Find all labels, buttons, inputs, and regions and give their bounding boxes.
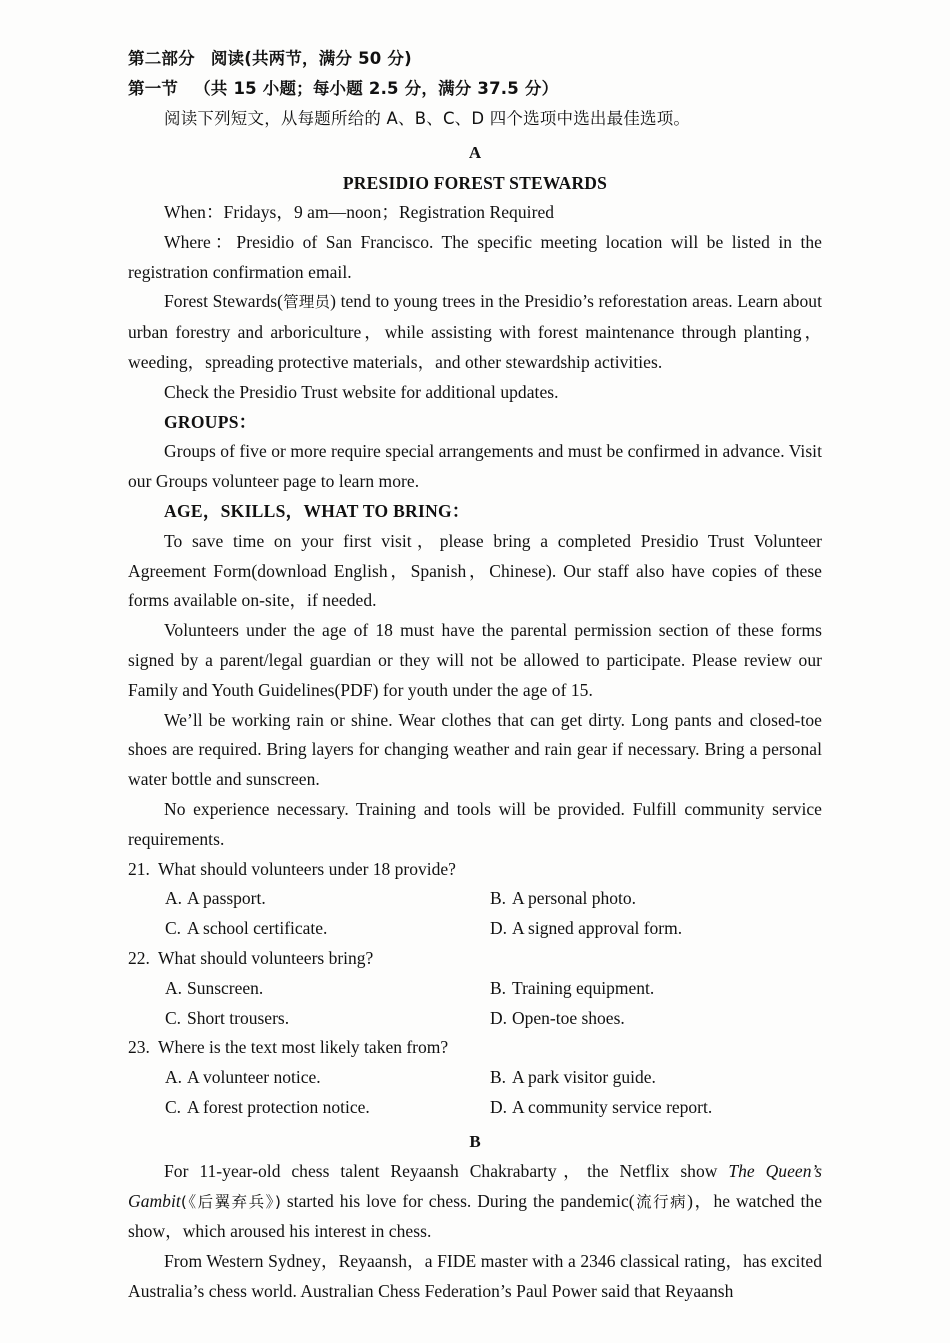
part-heading bbox=[128, 44, 822, 74]
when-label: When： bbox=[164, 202, 224, 222]
option-letter: C. bbox=[165, 918, 182, 939]
forest-stewards-rest: ) tend to young trees in the Presidio’s reforestation areas. Learn about urban forestry and arboriculture，while assisting with forest maintenance through planting，weeding，spreading protective materials，and other stewardship activities. bbox=[128, 291, 822, 372]
section-label: 第一节 bbox=[128, 79, 179, 98]
option-text: A community service report. bbox=[512, 1096, 713, 1117]
option-letter: D. bbox=[490, 918, 508, 939]
passage-a-paragraph-7: No experience necessary. Training and tools will be provided. Fulfill community service requirements. bbox=[128, 798, 822, 849]
question-22-text: What should volunteers bring? bbox=[158, 947, 374, 968]
option-text: A personal photo. bbox=[512, 888, 636, 909]
where-value: Presidio of San Francisco. The specific meeting location will be listed in the registration confirmation email. bbox=[128, 231, 822, 282]
gloss-manager: 管理员 bbox=[283, 293, 331, 312]
question-23-option-a[interactable] bbox=[165, 1063, 321, 1093]
page-content bbox=[128, 44, 822, 1307]
passage-a-paragraph-6: We’ll be working rain or shine. Wear clothes that can get dirty. Long pants and closed-toe shoes are required. Bring layers for changing weather and rain gear if necessary. Bring a personal water bottle and sunscreen. bbox=[128, 709, 822, 790]
option-letter: B. bbox=[490, 888, 507, 909]
passage-a-paragraph-5: Volunteers under the age of 18 must have the parental permission section of these forms signed by a parent/legal guardian or they will not be allowed to participate. Please review our Family and Youth Guidelines(PDF) for youth under the age of 15. bbox=[128, 620, 822, 700]
passage-a-where-line bbox=[128, 228, 822, 288]
option-letter: D. bbox=[490, 1096, 508, 1117]
passage-a-paragraph-2: Check the Presidio Trust website for additional updates. bbox=[164, 381, 559, 402]
passage-b-marker: B bbox=[469, 1131, 481, 1151]
passage-b-paragraph-2: From Western Sydney，Reyaansh，a FIDE master with a 2346 classical rating，has excited Australia’s chess world. Australian Chess Federation’s Paul Power said that Reyaansh bbox=[128, 1251, 822, 1301]
passage-a-paragraph-1 bbox=[128, 287, 822, 377]
option-letter: C. bbox=[165, 1007, 182, 1028]
question-22-option-b[interactable] bbox=[490, 974, 654, 1004]
question-22-options-row-1 bbox=[128, 974, 822, 1004]
option-letter: B. bbox=[490, 1067, 507, 1088]
question-23-options-row-2 bbox=[128, 1093, 822, 1123]
passage-b-tail: )，he watched the show，which aroused his interest in chess. bbox=[128, 1190, 823, 1242]
section-title: （共 15 小题；每小题 2.5 分，满分 37.5 分） bbox=[194, 79, 559, 98]
option-text: A forest protection notice. bbox=[187, 1096, 370, 1117]
option-letter: D. bbox=[490, 1007, 508, 1028]
age-skills-heading-text: AGE，SKILLS，WHAT TO BRING： bbox=[164, 500, 470, 521]
question-21-text: What should volunteers under 18 provide? bbox=[158, 858, 456, 879]
option-letter: B. bbox=[490, 977, 507, 998]
question-23-option-b[interactable] bbox=[490, 1063, 656, 1093]
passage-a-marker: A bbox=[468, 143, 482, 162]
option-letter: A. bbox=[165, 888, 183, 909]
question-21-option-b[interactable] bbox=[490, 884, 636, 914]
question-21-options-row-2 bbox=[128, 914, 822, 944]
question-21-stem bbox=[128, 855, 822, 885]
passage-b-mid: started his love for chess. During the pandemic( bbox=[280, 1190, 635, 1211]
question-23-stem bbox=[128, 1033, 822, 1063]
question-23 bbox=[128, 1033, 822, 1122]
option-text: A signed approval form. bbox=[512, 918, 683, 939]
passage-b-lead: For 11-year-old chess talent Reyaansh Chakrabarty，the Netflix show bbox=[164, 1160, 729, 1181]
question-22-option-a[interactable] bbox=[165, 974, 263, 1004]
question-21-options-row-1 bbox=[128, 884, 822, 914]
question-23-number: 23. bbox=[128, 1037, 150, 1058]
question-21-number: 21. bbox=[128, 858, 150, 879]
option-text: Training equipment. bbox=[512, 977, 655, 998]
option-text: A passport. bbox=[187, 888, 266, 909]
question-21-option-a[interactable] bbox=[165, 884, 266, 914]
groups-heading bbox=[128, 408, 822, 438]
part-label: 第二部分 bbox=[128, 49, 195, 68]
question-21-option-c[interactable] bbox=[165, 914, 327, 944]
when-value: Fridays，9 am—noon；Registration Required bbox=[223, 202, 555, 222]
option-text: A volunteer notice. bbox=[187, 1067, 321, 1088]
question-22-options-row-2 bbox=[128, 1004, 822, 1034]
option-text: A park visitor guide. bbox=[512, 1067, 656, 1088]
passage-a-paragraph-3: Groups of five or more require special arrangements and must be confirmed in advance. Visit our Groups volunteer page to learn more. bbox=[128, 441, 822, 492]
option-text: A school certificate. bbox=[187, 918, 328, 939]
show-title-chinese: (《后翼弃兵》) bbox=[180, 1192, 281, 1211]
option-letter: A. bbox=[165, 1067, 183, 1088]
option-text: Open-toe shoes. bbox=[512, 1007, 625, 1028]
option-text: Short trousers. bbox=[187, 1007, 290, 1028]
forest-stewards-lead: Forest Stewards( bbox=[164, 291, 284, 312]
question-22-option-d[interactable] bbox=[490, 1004, 625, 1034]
passage-a-paragraph-4: To save time on your first visit，please bring a completed Presidio Trust Volunteer Agreement Form(download English，Spanish，Chinese). Our staff also have copies of these forms available on-site，if needed. bbox=[128, 530, 822, 611]
passage-a-when-line bbox=[128, 198, 822, 228]
question-23-options-row-1 bbox=[128, 1063, 822, 1093]
question-23-text: Where is the text most likely taken from? bbox=[158, 1037, 449, 1058]
reading-instruction: 阅读下列短文，从每题所给的 A、B、C、D 四个选项中选出最佳选项。 bbox=[164, 109, 691, 128]
question-22-option-c[interactable] bbox=[165, 1004, 289, 1034]
option-text: Sunscreen. bbox=[187, 977, 264, 998]
option-letter: A. bbox=[165, 977, 183, 998]
question-22-number: 22. bbox=[128, 947, 150, 968]
passage-b-paragraph-1 bbox=[128, 1157, 822, 1247]
show-title: The Queen’s Gambit bbox=[128, 1160, 822, 1211]
option-letter: C. bbox=[165, 1096, 182, 1117]
question-22-stem bbox=[128, 944, 822, 974]
question-22 bbox=[128, 944, 822, 1033]
section-heading bbox=[128, 74, 822, 104]
question-23-option-c[interactable] bbox=[165, 1093, 370, 1123]
question-21-option-d[interactable] bbox=[490, 914, 682, 944]
part-title: 阅读(共两节，满分 50 分) bbox=[210, 49, 412, 68]
question-23-option-d[interactable] bbox=[490, 1093, 712, 1123]
passage-a-title: PRESIDIO FOREST STEWARDS bbox=[342, 173, 608, 193]
where-label: Where： bbox=[164, 231, 237, 252]
question-21 bbox=[128, 855, 822, 944]
gloss-pandemic: 流行病 bbox=[634, 1192, 688, 1211]
groups-heading-text: GROUPS： bbox=[164, 411, 257, 432]
age-skills-heading bbox=[128, 497, 822, 527]
